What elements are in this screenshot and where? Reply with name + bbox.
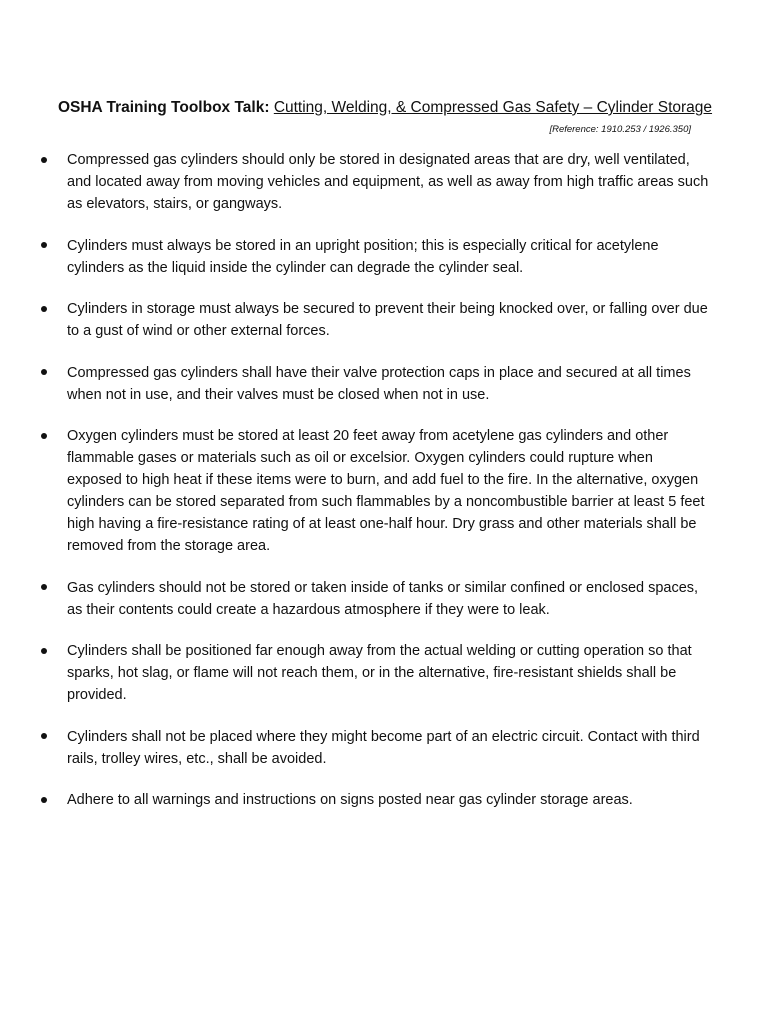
reference-note: [Reference: 1910.253 / 1926.350]: [549, 124, 691, 135]
list-item-text: Cylinders in storage must always be secured to prevent their being knocked over, or falling over due to a gust of wind or other external forces.: [67, 301, 708, 339]
list-item-text: Gas cylinders should not be stored or taken inside of tanks or similar confined or enclosed spaces, as their contents could create a hazardous atmosphere if they were to leak.: [67, 579, 699, 618]
list-item: [0, 235, 770, 279]
list-item-text: Cylinders shall be positioned far enough away from the actual welding or cutting operation so that sparks, hot slag, or flame will not reach them, or in the alternative, fire-resistant shields shall be provided.: [67, 643, 692, 703]
document-title: [0, 98, 770, 118]
bullet-icon: [41, 242, 47, 248]
bullet-icon: [41, 306, 47, 312]
bullet-icon: [41, 733, 47, 739]
title-topic: Cutting, Welding, & Compressed Gas Safety – Cylinder Storage: [273, 99, 713, 116]
title-lead: OSHA Training Toolbox Talk:: [57, 99, 270, 116]
bullet-icon: [41, 797, 47, 803]
list-item: [0, 362, 770, 406]
list-item: [0, 640, 770, 706]
list-item: [0, 149, 770, 215]
list-item-text: Adhere to all warnings and instructions on signs posted near gas cylinder storage areas.: [67, 792, 633, 808]
list-item: [0, 726, 770, 770]
bullet-icon: [41, 584, 47, 590]
bullet-icon: [41, 648, 47, 654]
bullet-list: [0, 149, 770, 831]
list-item: [0, 298, 770, 342]
bullet-icon: [41, 157, 47, 163]
list-item-text: Compressed gas cylinders shall have their valve protection caps in place and secured at all times when not in use, and their valves must be closed when not in use.: [67, 364, 691, 403]
list-item-text: Cylinders must always be stored in an upright position; this is especially critical for acetylene cylinders as the liquid inside the cylinder can degrade the cylinder seal.: [67, 237, 659, 276]
list-item: [0, 789, 770, 811]
list-item-text: Compressed gas cylinders should only be stored in designated areas that are dry, well ventilated, and located away from moving vehicles and equipment, as well as away from high traffic areas such as elevators, stairs, or gangways.: [67, 152, 709, 212]
list-item: [0, 425, 770, 557]
list-item: [0, 577, 770, 621]
bullet-icon: [41, 369, 47, 375]
list-item-text: Oxygen cylinders must be stored at least 20 feet away from acetylene gas cylinders and other flammable gases or materials such as oil or excelsior. Oxygen cylinders could rupture when exposed to high heat if these items were to burn, and add fuel to the fire. In the alternative, oxygen cylinders can be stored separated from such flammables by a noncombustible barrier at least 5 feet high having a fire-resistance rating of at least one-half hour. Dry grass and other materials shall be removed from the storage area.: [67, 428, 705, 554]
list-item-text: Cylinders shall not be placed where they might become part of an electric circuit. Contact with third rails, trolley wires, etc., shall be avoided.: [67, 728, 700, 767]
bullet-icon: [41, 433, 47, 439]
